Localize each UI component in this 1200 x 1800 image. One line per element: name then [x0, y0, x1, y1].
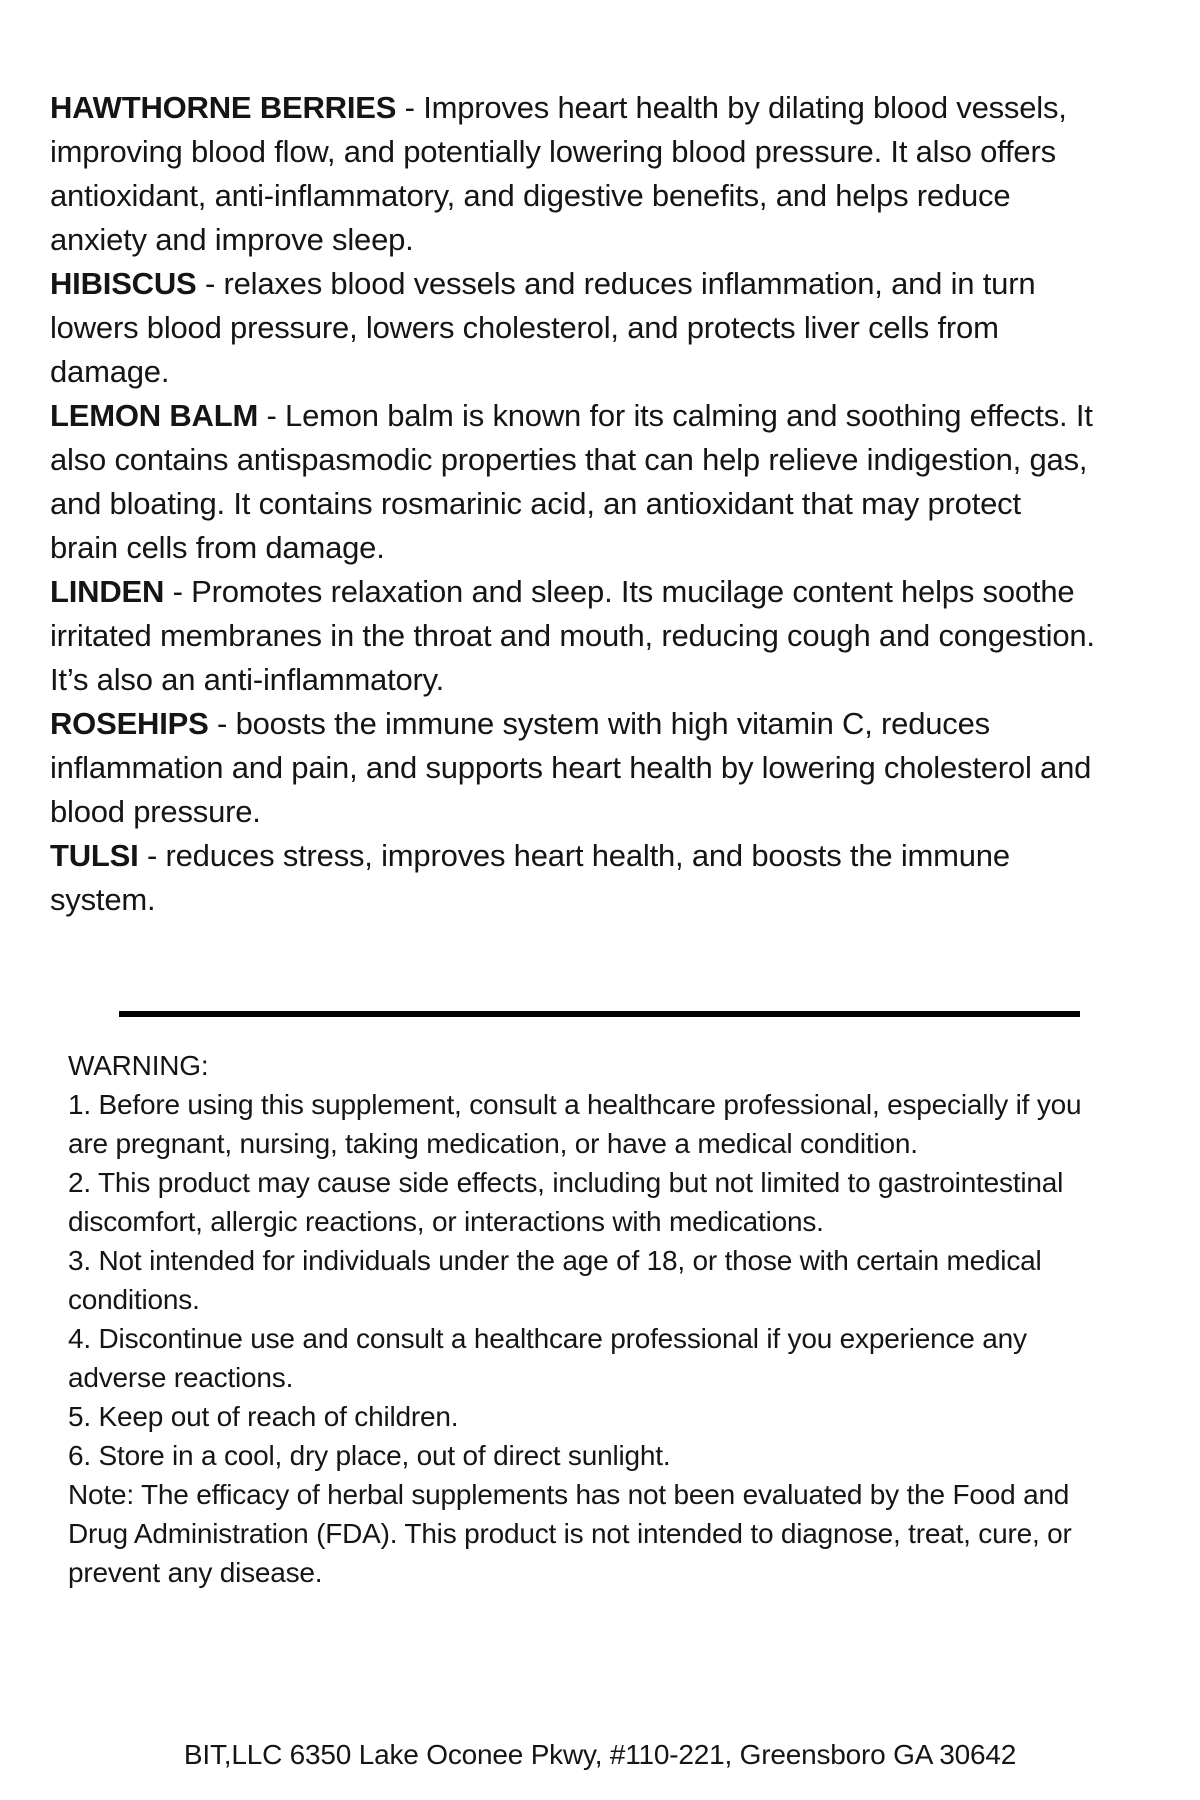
ingredients-section [50, 86, 1095, 922]
ingredient-rosehips [50, 702, 1095, 834]
ingredient-name: HIBISCUS [50, 266, 197, 301]
ingredient-name: TULSI [50, 838, 139, 873]
warning-item-3: 3. Not intended for individuals under the age of 18, or those with certain medical conditions. [68, 1245, 1042, 1315]
warning-item-1: 1. Before using this supplement, consult a healthcare professional, especially if you are pregnant, nursing, taking medication, or have a medical condition. [68, 1089, 1082, 1159]
ingredient-hawthorne-berries [50, 86, 1095, 262]
warning-item-2: 2. This product may cause side effects, including but not limited to gastrointestinal discomfort, allergic reactions, or interactions with medications. [68, 1167, 1064, 1237]
ingredient-name: ROSEHIPS [50, 706, 209, 741]
ingredient-separator: - [396, 90, 424, 125]
warning-item-4: 4. Discontinue use and consult a healthcare professional if you experience any adverse reactions. [68, 1323, 1027, 1393]
ingredient-tulsi [50, 834, 1095, 922]
ingredient-linden [50, 570, 1095, 702]
warning-section [68, 1046, 1113, 1592]
ingredient-description: Promotes relaxation and sleep. Its mucilage content helps soothe irritated membranes in the throat and mouth, reducing cough and congestion. It’s also an anti-inflammatory. [50, 574, 1095, 697]
warning-item-6: 6. Store in a cool, dry place, out of direct sunlight. [68, 1440, 671, 1471]
ingredient-name: HAWTHORNE BERRIES [50, 90, 397, 125]
ingredient-name: LEMON BALM [50, 398, 259, 433]
ingredient-separator: - [138, 838, 166, 873]
footer-address: BIT,LLC 6350 Lake Oconee Pkwy, #110-221, Greensboro GA 30642 [183, 1739, 1017, 1770]
ingredient-separator: - [164, 574, 192, 609]
ingredient-description: Lemon balm is known for its calming and soothing effects. It also contains antispasmodic properties that can help relieve indigestion, gas, and bloating. It contains rosmarinic acid, an antioxidant that may protect brain cells from damage. [50, 398, 1093, 565]
warning-item-5: 5. Keep out of reach of children. [68, 1401, 459, 1432]
ingredient-separator: - [258, 398, 286, 433]
warning-title: WARNING: [68, 1050, 209, 1081]
ingredient-description: Improves heart health by dilating blood vessels, improving blood flow, and potentially lowering blood pressure. It also offers antioxidant, anti-inflammatory, and digestive benefits, and helps reduce anxiety and improve sleep. [50, 90, 1067, 257]
ingredient-description: relaxes blood vessels and reduces inflammation, and in turn lowers blood pressure, lowers cholesterol, and protects liver cells from damage. [50, 266, 1036, 389]
ingredient-name: LINDEN [50, 574, 165, 609]
ingredient-hibiscus [50, 262, 1095, 394]
ingredient-description: boosts the immune system with high vitamin C, reduces inflammation and pain, and supports heart health by lowering cholesterol and blood pressure. [50, 706, 1092, 829]
divider-rule [119, 1011, 1080, 1017]
ingredient-lemon-balm [50, 394, 1095, 570]
ingredient-separator: - [196, 266, 224, 301]
warning-note: Note: The efficacy of herbal supplements has not been evaluated by the Food and Drug Administration (FDA). This product is not intended to diagnose, treat, cure, or prevent any disease. [68, 1479, 1072, 1588]
ingredient-description: reduces stress, improves heart health, and boosts the immune system. [50, 838, 1010, 917]
ingredient-separator: - [208, 706, 236, 741]
